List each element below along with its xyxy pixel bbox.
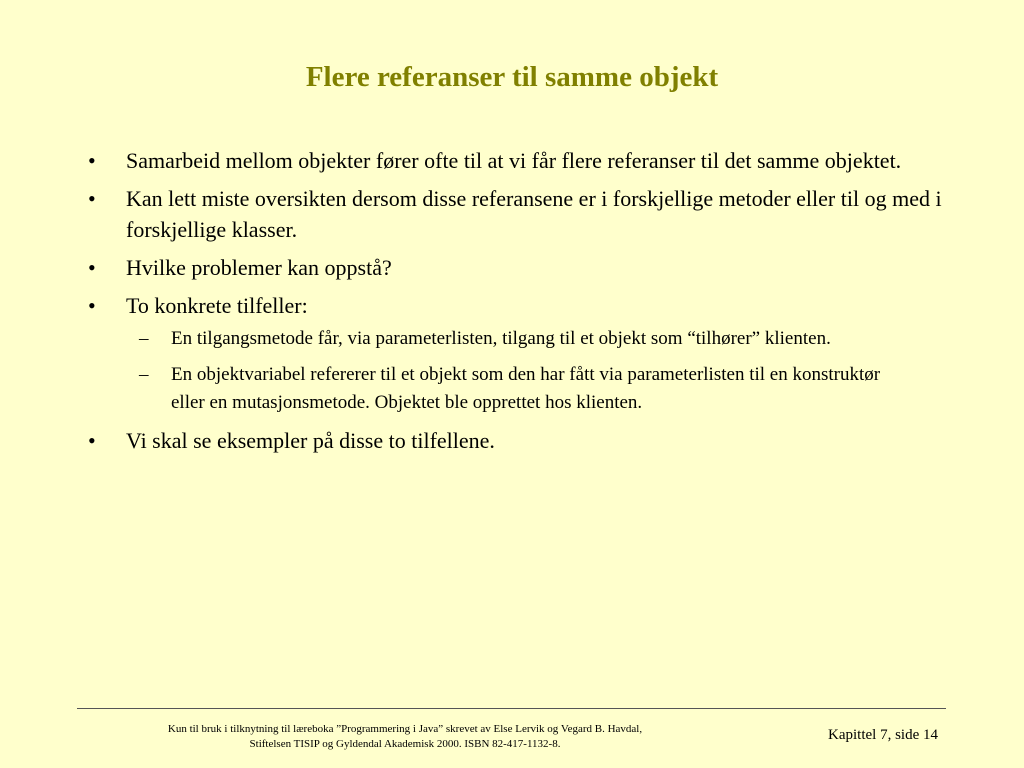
bullet-icon: • — [88, 148, 96, 173]
sub-bullet-item — [126, 325, 944, 353]
dash-icon: – — [139, 364, 149, 385]
footer-credit — [150, 722, 660, 752]
bullet-item — [0, 425, 1024, 456]
bullet-icon: • — [88, 186, 96, 211]
sub-bullet-text: En tilgangsmetode får, via parameterlisten, tilgang til et objekt som “tilhører” klienten. — [171, 328, 831, 349]
bullet-icon: • — [88, 428, 96, 453]
bullet-item — [0, 183, 1024, 245]
bullet-text: To konkrete tilfeller: — [126, 293, 308, 318]
page-number: Kapittel 7, side 14 — [828, 727, 938, 743]
dash-icon: – — [139, 328, 149, 349]
bullet-item — [0, 290, 1024, 417]
bullet-icon: • — [88, 293, 96, 318]
slide-content — [0, 145, 1024, 463]
footer-divider — [77, 708, 946, 709]
bullet-text: Vi skal se eksempler på disse to tilfellene. — [126, 428, 495, 453]
bullet-text: Samarbeid mellom objekter fører ofte til at vi får flere referanser til det samme objektet. — [126, 148, 902, 173]
bullet-icon: • — [88, 255, 96, 280]
bullet-text: Hvilke problemer kan oppstå? — [126, 255, 392, 280]
bullet-text: Kan lett miste oversikten dersom disse referansene er i forskjellige metoder eller til og med i forskjellige klasser. — [126, 186, 942, 242]
sub-bullet-item — [126, 361, 944, 417]
footer-credit-line2: Stiftelsen TISIP og Gyldendal Akademisk 2000. ISBN 82-417-1132-8. — [249, 738, 561, 750]
footer-credit-line1: Kun til bruk i tilknytning til læreboka ”Programmering i Java” skrevet av Else Lervik og Vegard B. Havdal, — [167, 723, 643, 735]
bullet-item — [0, 252, 1024, 283]
slide-title: Flere referanser til samme objekt — [305, 61, 719, 93]
bullet-item — [0, 145, 1024, 176]
sub-bullet-text: En objektvariabel refererer til et objekt som den har fått via parameterlisten til en konstruktør eller en mutasjonsmetode. Objektet ble opprettet hos klienten. — [171, 364, 881, 413]
sub-bullet-list — [126, 325, 944, 417]
bullet-list — [0, 145, 1024, 456]
